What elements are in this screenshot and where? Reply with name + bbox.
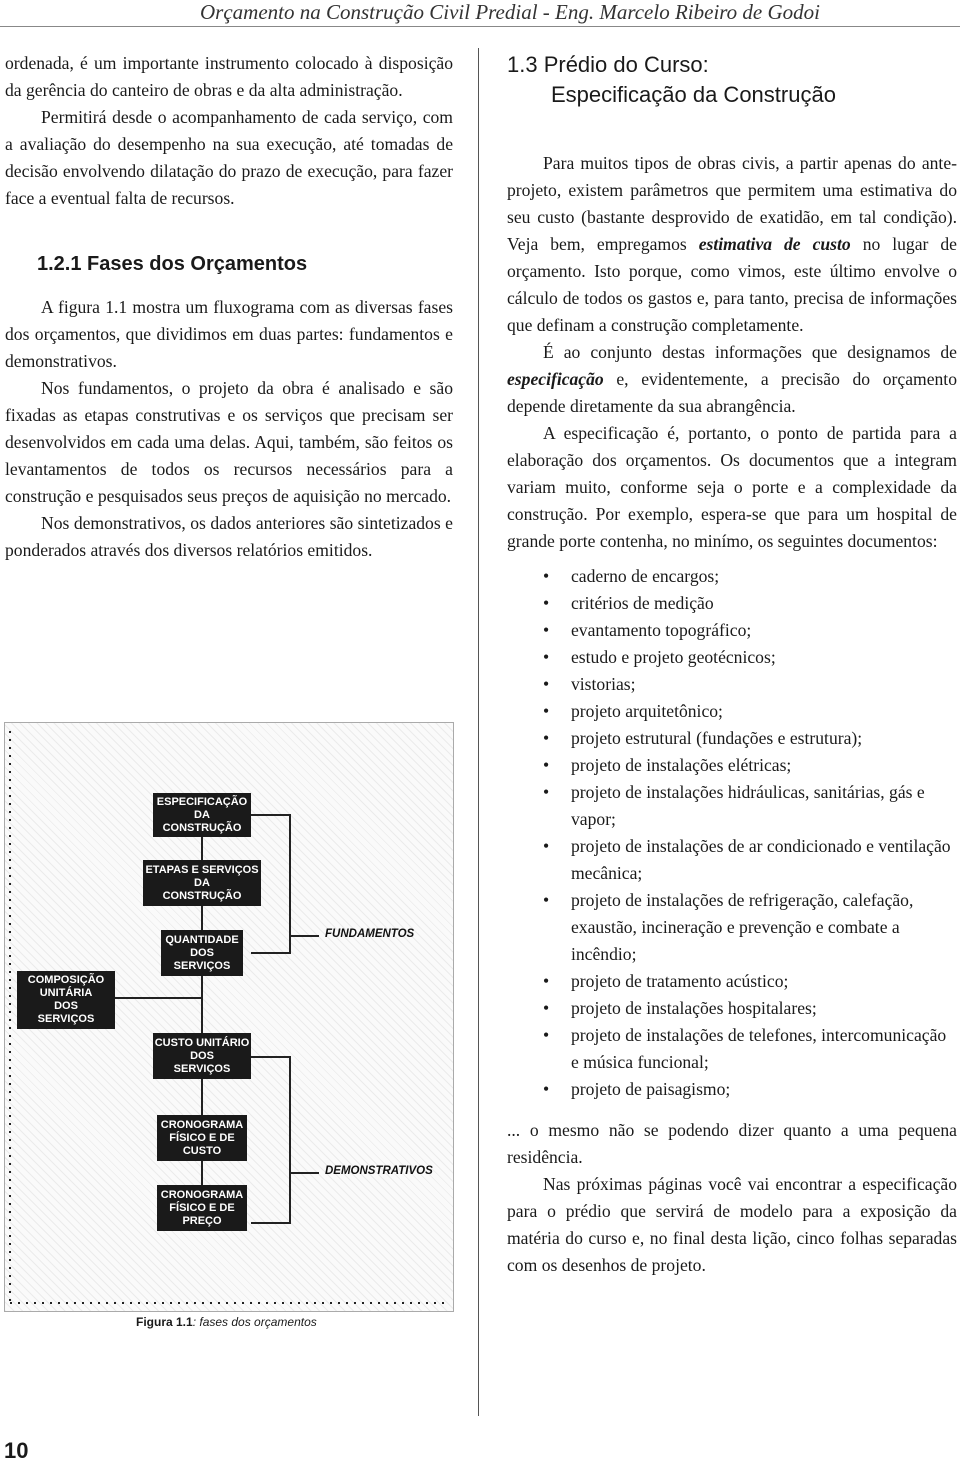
left-column	[5, 50, 453, 564]
list-item-text: projeto de instalações de telefones, intercomunicação e música funcional;	[571, 1025, 947, 1072]
list-item-text: projeto de instalações de ar condicionado e ventilação mecânica;	[571, 836, 951, 883]
paragraph: É ao conjunto destas informações que designamos de especificação e, evidentemente, a precisão do orçamento depende diretamente da sua abrangência.	[507, 342, 957, 416]
chapter-title-line1: 1.3 Prédio do Curso:	[507, 52, 709, 77]
label-demonstrativos: DEMONSTRATIVOS	[325, 1165, 433, 1177]
list-item-text: projeto estrutural (fundações e estrutura);	[571, 728, 863, 748]
column-divider	[478, 48, 479, 1416]
list-item-text: projeto de instalações hospitalares;	[571, 998, 817, 1018]
figure-caption	[136, 1315, 317, 1329]
bullet-icon: •	[543, 1079, 550, 1099]
right-column	[507, 50, 957, 1279]
header-rule	[0, 26, 960, 27]
bullet-icon: •	[543, 566, 550, 586]
running-header	[0, 0, 960, 26]
list-item	[507, 968, 957, 995]
documents-list	[507, 563, 957, 1103]
list-item-text: projeto arquitetônico;	[571, 701, 723, 721]
list-item	[507, 590, 957, 617]
paragraph: Permitirá desde o acompanhamento de cada serviço, com a avaliação do desempenho na sua execução, até tomadas de decisão envolvendo dilatação do prazo de execução, para fazer face a eventual falta de recursos.	[5, 107, 453, 208]
bullet-icon: •	[543, 782, 550, 802]
list-item-text: evantamento topográfico;	[571, 620, 752, 640]
emphasis: especificação	[507, 369, 604, 389]
list-item	[507, 779, 957, 833]
list-item-text: projeto de instalações hidráulicas, sanitárias, gás e vapor;	[571, 782, 925, 829]
bullet-icon: •	[543, 971, 550, 991]
list-item	[507, 887, 957, 968]
box-custo-unitario: CUSTO UNITÁRIO DOS SERVIÇOS	[153, 1033, 251, 1079]
bullet-icon: •	[543, 674, 550, 694]
chapter-title	[507, 50, 957, 110]
bullet-icon: •	[543, 620, 550, 640]
paragraph: ... o mesmo não se podendo dizer quanto a uma pequena residência.	[507, 1120, 957, 1167]
bullet-icon: •	[543, 755, 550, 775]
list-item-text: estudo e projeto geotécnicos;	[571, 647, 776, 667]
box-etapas-e-servicos: ETAPAS E SERVIÇOS DA CONSTRUÇÃO	[143, 860, 261, 906]
chapter-title-line2: Especificação da Construção	[551, 82, 836, 107]
list-item-text: projeto de tratamento acústico;	[571, 971, 789, 991]
list-item	[507, 995, 957, 1022]
bullet-icon: •	[543, 593, 550, 613]
paragraph: ordenada, é um importante instrumento colocado à disposição da gerência do canteiro de obras e da alta administração.	[5, 53, 453, 100]
label-fundamentos: FUNDAMENTOS	[325, 928, 415, 940]
list-item	[507, 671, 957, 698]
running-title: Orçamento na Construção Civil Predial - Eng. Marcelo Ribeiro de Godoi	[200, 0, 820, 24]
list-item-text: projeto de instalações de refrigeração, calefação, exaustão, incineração e prevenção e combate a incêndio;	[571, 890, 914, 964]
caption-label: Figura 1.1	[136, 1315, 193, 1329]
box-cronograma-preco: CRONOGRAMA FÍSICO E DE PREÇO	[157, 1185, 247, 1231]
list-item	[507, 698, 957, 725]
bullet-icon: •	[543, 701, 550, 721]
list-item	[507, 563, 957, 590]
bullet-icon: •	[543, 890, 550, 910]
list-item	[507, 1022, 957, 1076]
list-item	[507, 752, 957, 779]
flowchart-figure	[4, 722, 454, 1312]
list-item	[507, 1076, 957, 1103]
paragraph: Para muitos tipos de obras civis, a partir apenas do ante-projeto, existem parâmetros que permitem uma estimativa do seu custo (bastante desprovido de exatidão, em tal condição). Veja bem, empregamos estimativa de custo no lugar de orçamento. Isto porque, como vimos, este último envolve o cálculo de todos os gastos e, para tanto, precisa de informações que definam a construção completamente.	[507, 153, 957, 335]
page-number: 10	[4, 1438, 29, 1463]
list-item-text: projeto de instalações elétricas;	[571, 755, 792, 775]
paragraph: Nos demonstrativos, os dados anteriores são sintetizados e ponderados através dos diversos relatórios emitidos.	[5, 513, 453, 560]
list-item	[507, 644, 957, 671]
list-item	[507, 833, 957, 887]
section-heading: 1.2.1 Fases dos Orçamentos	[37, 253, 308, 275]
list-item-text: projeto de paisagismo;	[571, 1079, 731, 1099]
paragraph: Nos fundamentos, o projeto da obra é analisado e são fixadas as etapas construtivas e os serviços que precisam ser desenvolvidos em cada uma delas. Aqui, também, são feitos os levantamentos de todos os recursos necessários para a construção e pesquisados seus preços de aquisição no mercado.	[5, 378, 453, 506]
box-especificacao-da-construcao: ESPECIFICAÇÃO DA CONSTRUÇÃO	[153, 793, 251, 837]
paragraph: A figura 1.1 mostra um fluxograma com as diversas fases dos orçamentos, que dividimos em duas partes: fundamentos e demonstrativos.	[5, 297, 453, 371]
paragraph: A especificação é, portanto, o ponto de partida para a elaboração dos orçamentos. Os documentos que a integram variam muito, conforme seja o porte e a complexidade da construção. Por exemplo, espera-se que para um hospital de grande porte contenha, no minímo, os seguintes documentos:	[507, 423, 957, 551]
bullet-icon: •	[543, 1025, 550, 1045]
box-composicao-unitaria: COMPOSIÇÃO UNITÁRIA DOS SERVIÇOS	[17, 971, 115, 1029]
list-item	[507, 725, 957, 752]
bullet-icon: •	[543, 998, 550, 1018]
list-item	[507, 617, 957, 644]
demonstrativos-bracket	[251, 1057, 290, 1223]
bullet-icon: •	[543, 728, 550, 748]
emphasis: estimativa de custo	[698, 234, 851, 254]
box-cronograma-custo: CRONOGRAMA FÍSICO E DE CUSTO	[157, 1115, 247, 1161]
list-item-text: critérios de medição	[571, 593, 714, 613]
bullet-icon: •	[543, 647, 550, 667]
list-item-text: vistorias;	[571, 674, 636, 694]
caption-text: : fases dos orçamentos	[192, 1315, 317, 1329]
list-item-text: caderno de encargos;	[571, 566, 720, 586]
bullet-icon: •	[543, 836, 550, 856]
box-quantidade-dos-servicos: QUANTIDADE DOS SERVIÇOS	[161, 930, 243, 976]
paragraph: Nas próximas páginas você vai encontrar a especificação para o prédio que servirá de modelo para a exposição da matéria do curso e, no final desta lição, cinco folhas separadas com os desenhos de projeto.	[507, 1174, 957, 1275]
